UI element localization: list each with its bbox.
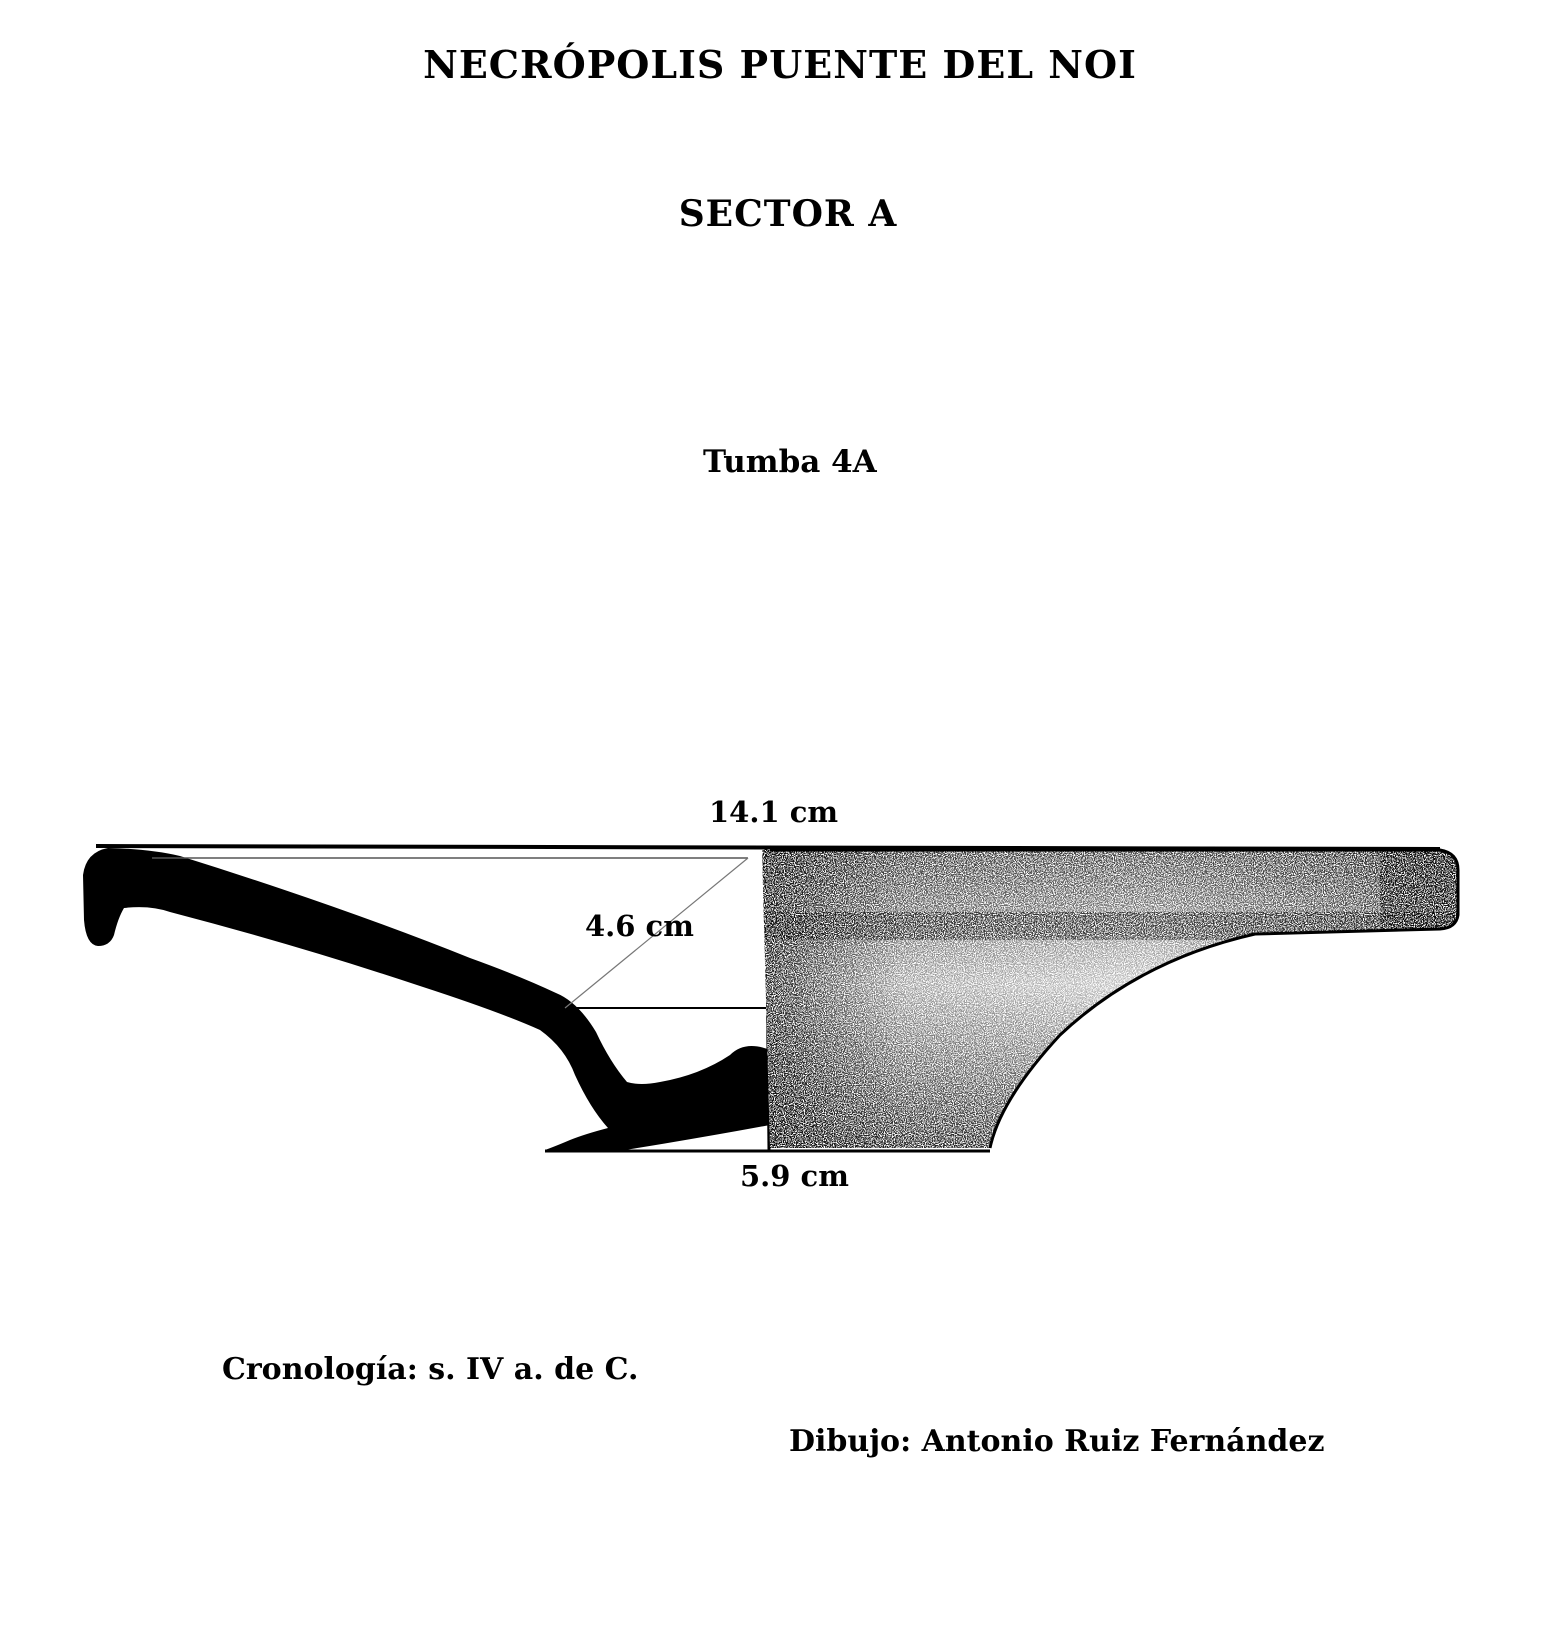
- rim-diameter-label: 14.1 cm: [709, 795, 839, 829]
- chronology-label: Cronología: s. IV a. de C.: [222, 1352, 639, 1387]
- height-label: 4.6 cm: [585, 909, 694, 943]
- section-profile: [83, 848, 770, 1150]
- sector-label: SECTOR A: [678, 193, 898, 235]
- drawing-credit: Dibujo: Antonio Ruiz Fernández: [789, 1424, 1325, 1459]
- page-title: NECRÓPOLIS PUENTE DEL NOI: [423, 42, 1137, 87]
- tomb-label: Tumba 4A: [703, 444, 877, 480]
- exterior-shading-horizontal: [760, 845, 1480, 1155]
- base-diameter-label: 5.9 cm: [740, 1159, 849, 1193]
